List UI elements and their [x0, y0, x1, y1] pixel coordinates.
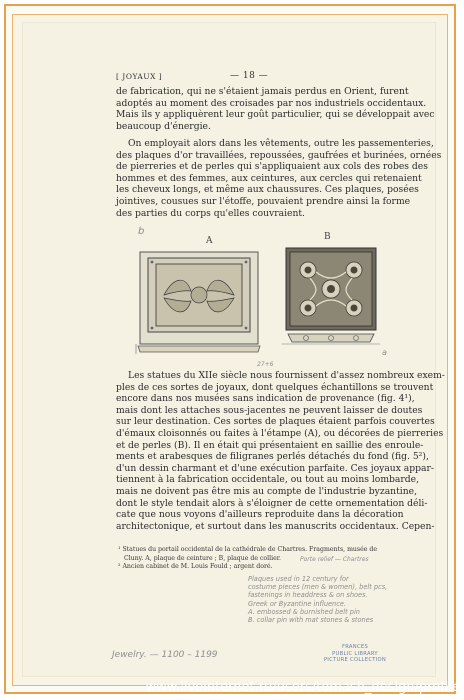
text-line: On employait alors dans les vêtements, outre les passementeries, [128, 138, 434, 149]
text-line: dont le style tendait alors à s'éloigner de cette ornementation déli- [116, 497, 428, 509]
paragraph-2 [116, 138, 442, 219]
text-line: ples de ces sortes de joyaux, dont quelques échantillons se trouvent [116, 381, 434, 393]
text-line: architectonique, et surtout dans les manuscrits occidentaux. Cepen- [116, 520, 435, 532]
figure-label-b: B [324, 232, 331, 242]
text-line: mais ne doivent pas être mis au compte de l'industrie byzantine, [116, 485, 418, 497]
text-line: ments et arabesques de filigranes perlés détachés du fond (fig. 5²), [116, 451, 429, 463]
handwritten-notes [248, 575, 418, 624]
text-line: d'émaux cloisonnés ou faites à l'étampe (A), ou décorées de pierreries [116, 427, 444, 439]
note-line: Plaques used in 12 century for [248, 575, 349, 583]
watermark [0, 678, 464, 700]
engraving-figures [128, 228, 400, 360]
library-stamp [318, 644, 392, 664]
text-line: mais dont les attaches sous-jacentes ne peuvent laisser de doutes [116, 404, 423, 416]
note-line: fastenings in headdress & on shoes. [248, 591, 368, 600]
stamp-line: FRANCES [341, 644, 369, 650]
text-line: adoptés au moment des croisades par nos industriels occidentaux. [116, 97, 427, 109]
paragraph-3 [116, 370, 445, 532]
stamp-line: PICTURE COLLECTION [323, 657, 387, 663]
text-line: et de perles (B). Il en était qui présentaient en saillie des enroule- [116, 439, 424, 451]
footnote-1-cont: Cluny. A, plaque de ceinture ; B, plaque de collier. [124, 554, 281, 562]
footnote-1: ¹ Statues du portail occidental de la cathédrale de Chartres. Fragments, musée de [118, 546, 378, 553]
pencil-mark-b: b [138, 226, 145, 237]
belt-plaque-figure [134, 246, 264, 356]
text-line: tiennent à la fabrication occidentale, ou tout au moins lombarde, [116, 474, 420, 486]
text-line: beaucoup d'énergie. [116, 120, 211, 132]
text-line: jointives, cousues sur l'étoffe, pouvaient prendre ainsi la forme [116, 195, 411, 207]
text-line: Mais ils y appliquèrent leur goût particulier, qui se développait avec [116, 109, 435, 121]
pencil-mark-a: a [382, 348, 387, 357]
running-header [116, 72, 406, 84]
watermark-text: www.liveinternet.ru/users/tomash_design/profile [145, 680, 460, 695]
stamp-line: PUBLIC LIBRARY [332, 650, 378, 657]
text-line: de fabrication, qui ne s'étaient jamais perdus en Orient, furent [116, 86, 409, 97]
text-line: les cheveux longs, et même aux chaussures. Ces plaques, posées [116, 184, 419, 196]
jewelry-date-note: Jewelry. — 1100 – 1199 [112, 650, 218, 660]
text-line: cate que nous voyons d'ailleurs reproduite dans la décoration [116, 509, 404, 521]
pencil-page-note: 27+6 [257, 361, 274, 368]
text-line: sur leur destination. Ces sortes de plaques étaient parfois couvertes [116, 416, 435, 428]
section-title: [ JOYAUX ] [116, 72, 163, 81]
text-line: d'un dessin charmant et d'une exécution parfaite. Ces joyaux appar- [116, 462, 435, 474]
footnote-2: ² Ancien cabinet de M. Louis Fould ; argent doré. [118, 563, 273, 570]
footnotes [118, 546, 414, 572]
page-number: — 18 — [230, 71, 269, 81]
figure-label-a: A [206, 236, 213, 246]
note-line: A. embossed & burnished belt pin [248, 607, 360, 616]
text-line: Les statues du XIIe siècle nous fournissent d'assez nombreux exem- [128, 370, 445, 381]
handwritten-margin-top: Porte relief — Chartres [300, 556, 369, 563]
text-line: des plaques d'or travaillées, repoussées, gaufrées et burinées, ornées [116, 149, 442, 161]
note-line: Greek or Byzantine influence. [248, 599, 347, 608]
collar-plaque-figure [276, 242, 386, 352]
text-line: hommes et des femmes, aux ceintures, aux cercles qui retenaient [116, 172, 422, 184]
paragraph-1 [116, 86, 435, 132]
text-line: encore dans nos musées sans indication de provenance (fig. 4¹), [116, 393, 415, 405]
note-line: B. collar pin with mat stones & stones [248, 616, 374, 625]
text-line: des parties du corps qu'elles couvraient. [116, 207, 305, 219]
text-line: de pierreries et de perles qui s'appliquaient aux cols des robes des [116, 161, 428, 173]
note-line: costume pieces (men & women), belt pcs, [248, 583, 388, 592]
